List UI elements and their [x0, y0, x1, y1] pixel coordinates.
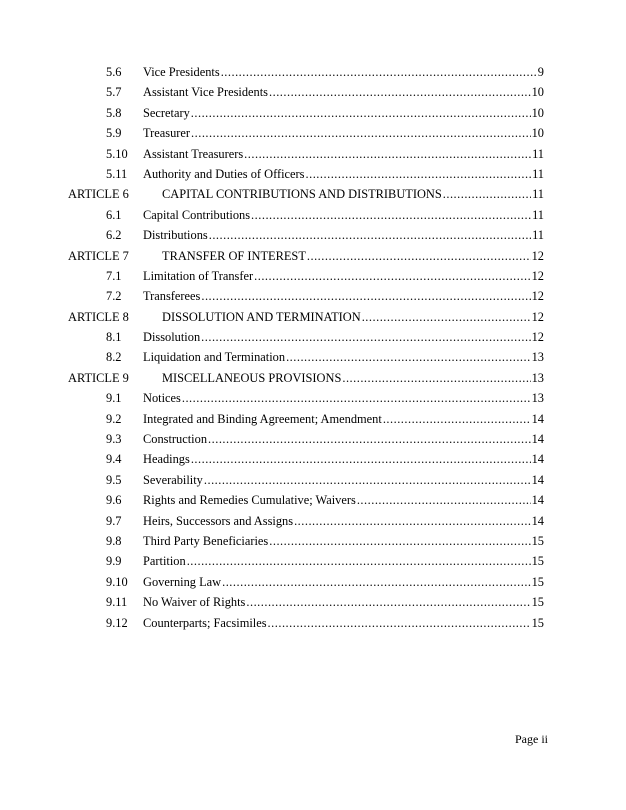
toc-entry-title: Governing Law [143, 574, 222, 589]
toc-section-row [0, 388, 626, 408]
toc-entry-title: Heirs, Successors and Assigns [143, 513, 294, 528]
toc-entry-number: 9.11 [106, 595, 128, 610]
toc-entry-title: Treasurer [143, 126, 191, 141]
toc-entry-page: 15 [531, 595, 544, 610]
toc-entry-number: ARTICLE 6 [68, 187, 129, 202]
toc-section-row [0, 531, 626, 551]
toc-section-row [0, 572, 626, 592]
toc-dot-leader [191, 449, 531, 469]
toc-entry-number: ARTICLE 8 [68, 309, 129, 324]
toc-entry-title: CAPITAL CONTRIBUTIONS AND DISTRIBUTIONS [162, 187, 442, 202]
toc-entry-title: Third Party Beneficiaries [143, 533, 269, 548]
toc-dot-leader [342, 368, 530, 388]
toc-entry [162, 184, 544, 204]
toc-entry-number: ARTICLE 9 [68, 370, 129, 385]
toc-dot-leader [201, 327, 530, 347]
toc-dot-leader [208, 429, 531, 449]
toc-entry [143, 164, 544, 184]
table-of-contents [0, 62, 626, 633]
toc-entry-page: 13 [531, 370, 544, 385]
toc-section-row [0, 511, 626, 531]
toc-dot-leader [182, 388, 531, 408]
toc-entry-number: 5.6 [106, 65, 122, 79]
toc-entry-page: 13 [531, 350, 544, 365]
toc-entry-title: Severability [143, 472, 203, 487]
toc-dot-leader [269, 531, 530, 551]
toc-section-row [0, 347, 626, 367]
toc-entry-page: 15 [531, 615, 544, 630]
toc-dot-leader [269, 82, 531, 102]
toc-entry-number: 9.4 [106, 452, 122, 467]
toc-entry [143, 449, 544, 469]
toc-entry [143, 225, 544, 245]
toc-entry-number: 9.10 [106, 574, 128, 589]
toc-entry [143, 490, 544, 510]
toc-entry-number: 9.7 [106, 513, 122, 528]
toc-section-row [0, 225, 626, 245]
toc-entry [143, 62, 544, 82]
toc-entry-number: 9.3 [106, 432, 122, 447]
toc-dot-leader [251, 205, 531, 225]
toc-section-row [0, 123, 626, 143]
toc-entry-title: Assistant Treasurers [143, 146, 244, 161]
toc-entry-title: DISSOLUTION AND TERMINATION [162, 309, 361, 324]
toc-entry [143, 470, 544, 490]
toc-entry-number: ARTICLE 7 [68, 248, 129, 263]
toc-entry [143, 103, 544, 123]
toc-entry-title: Dissolution [143, 330, 201, 345]
toc-dot-leader [362, 307, 531, 327]
toc-entry-title: Distributions [143, 228, 208, 243]
toc-entry-title: Notices [143, 391, 181, 406]
toc-entry [162, 307, 544, 327]
toc-entry-page: 12 [531, 268, 544, 283]
page-number-footer: Page ii [515, 732, 548, 746]
toc-entry [143, 266, 544, 286]
toc-entry [143, 572, 544, 592]
toc-dot-leader [254, 266, 530, 286]
toc-dot-leader [204, 470, 531, 490]
toc-article-row [0, 307, 626, 327]
toc-section-row [0, 103, 626, 123]
toc-entry-title: Partition [143, 554, 186, 569]
toc-entry-page: 11 [532, 228, 544, 243]
toc-entry-number: 7.1 [106, 268, 122, 283]
toc-entry-page: 14 [531, 432, 544, 447]
toc-entry [143, 613, 544, 633]
toc-section-row [0, 327, 626, 347]
toc-section-row [0, 490, 626, 510]
toc-entry-title: Assistant Vice Presidents [143, 85, 268, 100]
toc-entry [143, 551, 544, 571]
toc-entry-number: 9.6 [106, 493, 122, 508]
toc-dot-leader [244, 144, 531, 164]
toc-entry-page: 15 [531, 533, 544, 548]
toc-section-row [0, 551, 626, 571]
toc-entry-title: Headings [143, 452, 190, 467]
toc-entry-title: Liquidation and Termination [143, 350, 286, 365]
toc-entry-title: Counterparts; Facsimiles [143, 615, 267, 630]
toc-section-row [0, 164, 626, 184]
toc-entry-title: Rights and Remedies Cumulative; Waivers [143, 493, 356, 508]
toc-entry-page: 11 [532, 146, 544, 161]
toc-dot-leader [246, 592, 530, 612]
toc-entry-page: 14 [531, 411, 544, 426]
toc-entry-title: Integrated and Binding Agreement; Amendment [143, 411, 382, 426]
toc-entry [143, 531, 544, 551]
toc-dot-leader [221, 62, 537, 82]
toc-entry [143, 592, 544, 612]
toc-entry-title: Construction [143, 432, 208, 447]
toc-entry-number: 5.11 [106, 166, 128, 181]
toc-section-row [0, 592, 626, 612]
toc-entry-page: 15 [531, 574, 544, 589]
toc-entry-number: 9.9 [106, 554, 122, 569]
toc-entry [162, 246, 544, 266]
toc-entry-title: MISCELLANEOUS PROVISIONS [162, 370, 342, 385]
toc-dot-leader [201, 286, 530, 306]
toc-entry [143, 82, 544, 102]
toc-entry-number: 5.9 [106, 126, 122, 141]
toc-entry-page: 11 [532, 207, 544, 222]
toc-dot-leader [191, 103, 531, 123]
toc-entry-title: TRANSFER OF INTEREST [162, 248, 306, 263]
toc-dot-leader [187, 551, 531, 571]
toc-entry-number: 5.7 [106, 85, 122, 100]
toc-dot-leader [191, 123, 531, 143]
toc-entry-title: Authority and Duties of Officers [143, 166, 305, 181]
toc-entry-number: 9.8 [106, 533, 122, 548]
toc-entry-page: 10 [531, 105, 544, 120]
toc-entry [162, 368, 544, 388]
toc-entry-page: 14 [531, 472, 544, 487]
toc-section-row [0, 205, 626, 225]
toc-entry [143, 144, 544, 164]
toc-section-row [0, 266, 626, 286]
toc-entry-page: 11 [532, 187, 544, 202]
toc-entry-number: 8.2 [106, 350, 122, 365]
toc-entry-page: 10 [531, 85, 544, 100]
toc-section-row [0, 82, 626, 102]
toc-dot-leader [222, 572, 531, 592]
toc-entry [143, 511, 544, 531]
toc-entry-page: 11 [532, 166, 544, 181]
toc-entry-title: Vice Presidents [143, 65, 220, 79]
toc-dot-leader [443, 184, 531, 204]
toc-section-row [0, 429, 626, 449]
toc-section-row [0, 62, 626, 82]
toc-entry-title: Capital Contributions [143, 207, 251, 222]
toc-entry-page: 14 [531, 452, 544, 467]
toc-entry-page: 12 [531, 289, 544, 304]
toc-section-row [0, 409, 626, 429]
toc-entry-number: 6.2 [106, 228, 122, 243]
toc-entry [143, 123, 544, 143]
toc-entry-number: 9.5 [106, 472, 122, 487]
toc-article-row [0, 184, 626, 204]
toc-dot-leader [209, 225, 531, 245]
toc-dot-leader [294, 511, 531, 531]
toc-entry-page: 15 [531, 554, 544, 569]
toc-entry-number: 7.2 [106, 289, 122, 304]
toc-dot-leader [383, 409, 531, 429]
toc-entry [143, 409, 544, 429]
toc-section-row [0, 470, 626, 490]
toc-entry-number: 9.1 [106, 391, 122, 406]
toc-section-row [0, 144, 626, 164]
toc-entry-title: No Waiver of Rights [143, 595, 246, 610]
toc-entry-number: 8.1 [106, 330, 122, 345]
toc-section-row [0, 286, 626, 306]
toc-entry-title: Transferees [143, 289, 201, 304]
toc-entry [143, 347, 544, 367]
toc-entry-page: 12 [531, 330, 544, 345]
toc-entry [143, 205, 544, 225]
toc-dot-leader [286, 347, 531, 367]
toc-entry [143, 327, 544, 347]
toc-section-row [0, 449, 626, 469]
toc-entry-number: 6.1 [106, 207, 122, 222]
toc-entry-number: 5.10 [106, 146, 128, 161]
toc-entry-page: 9 [537, 65, 544, 79]
toc-entry-page: 14 [531, 493, 544, 508]
toc-article-row [0, 246, 626, 266]
toc-entry-page: 13 [531, 391, 544, 406]
toc-entry-number: 9.12 [106, 615, 128, 630]
toc-dot-leader [268, 613, 531, 633]
toc-entry [143, 388, 544, 408]
toc-entry-page: 10 [531, 126, 544, 141]
toc-entry-page: 12 [531, 309, 544, 324]
toc-section-row [0, 613, 626, 633]
toc-dot-leader [357, 490, 531, 510]
toc-entry-title: Secretary [143, 105, 190, 120]
toc-entry-page: 12 [531, 248, 544, 263]
toc-article-row [0, 368, 626, 388]
toc-entry-title: Limitation of Transfer [143, 268, 254, 283]
toc-entry-page: 14 [531, 513, 544, 528]
toc-entry-number: 5.8 [106, 105, 122, 120]
toc-entry-number: 9.2 [106, 411, 122, 426]
toc-dot-leader [307, 246, 531, 266]
toc-dot-leader [306, 164, 532, 184]
toc-entry [143, 429, 544, 449]
toc-entry [143, 286, 544, 306]
